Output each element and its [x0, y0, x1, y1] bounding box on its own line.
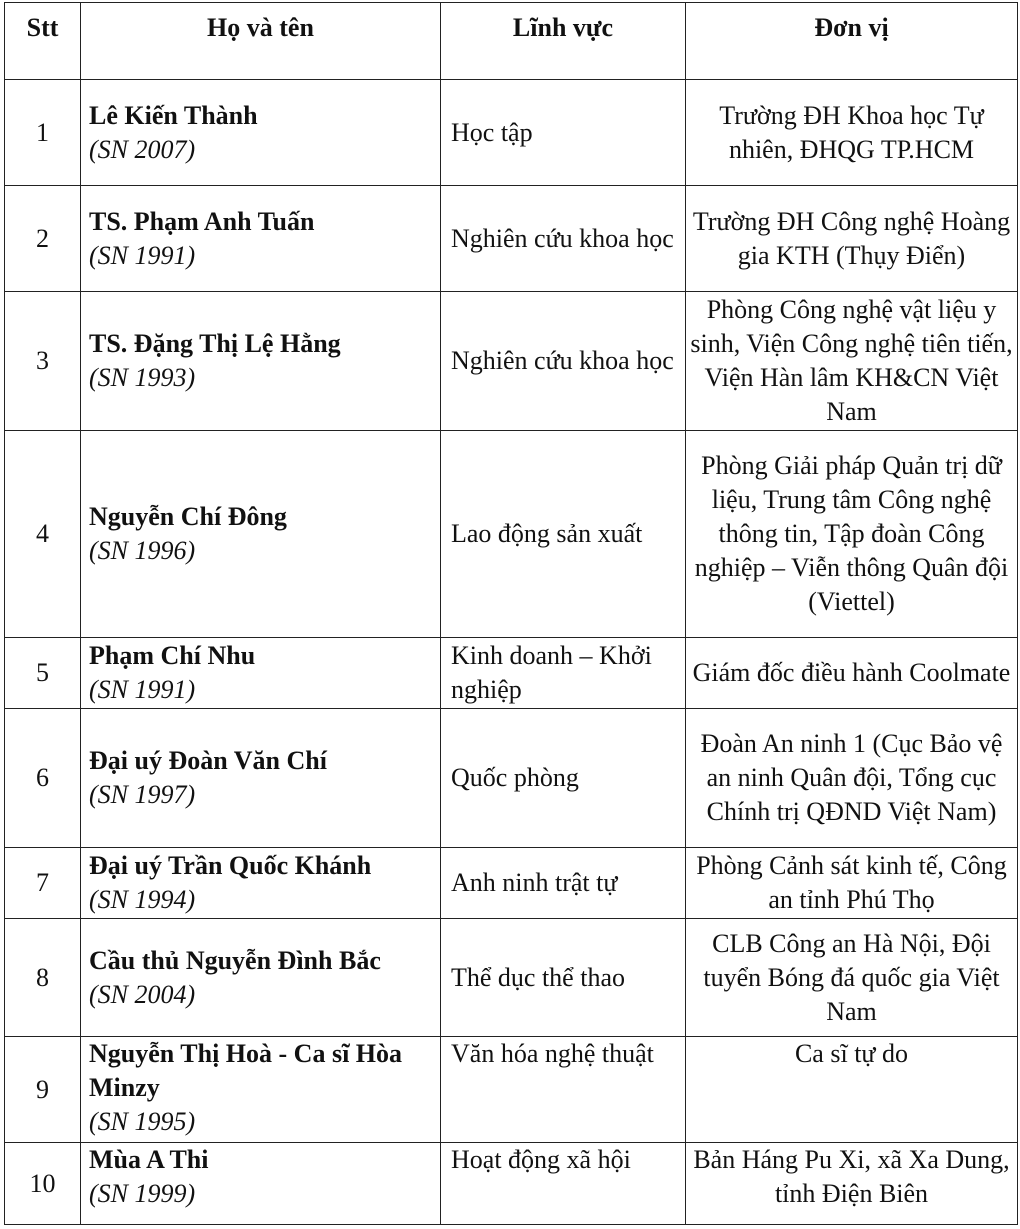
person-name: Lê Kiến Thành — [89, 100, 258, 130]
table-row — [5, 292, 1018, 431]
row-stt: 7 — [5, 848, 81, 919]
row-field: Thể dục thể thao — [441, 919, 686, 1037]
table-row — [5, 919, 1018, 1037]
row-unit: Trường ĐH Công nghệ Hoàng gia KTH (Thụy Điển) — [686, 186, 1018, 292]
birth-year: (SN 2004) — [89, 979, 196, 1009]
person-name: Nguyễn Thị Hoà - Ca sĩ Hòa Minzy — [89, 1039, 403, 1102]
person-name: Mùa A Thi — [89, 1145, 209, 1174]
header-stt: Stt — [5, 3, 81, 80]
person-name: TS. Phạm Anh Tuấn — [89, 206, 315, 236]
table-row — [5, 186, 1018, 292]
row-stt: 10 — [5, 1143, 81, 1225]
row-name-cell — [81, 80, 441, 186]
row-stt: 4 — [5, 431, 81, 638]
row-field: Anh ninh trật tự — [441, 848, 686, 919]
person-name: Đại uý Trần Quốc Khánh — [89, 851, 372, 880]
row-stt: 8 — [5, 919, 81, 1037]
row-stt: 5 — [5, 638, 81, 709]
person-name: Cầu thủ Nguyễn Đình Bắc — [89, 945, 381, 975]
row-name-cell — [81, 292, 441, 431]
row-unit: Trường ĐH Khoa học Tự nhiên, ĐHQG TP.HCM — [686, 80, 1018, 186]
birth-year: (SN 1994) — [89, 885, 196, 914]
header-field: Lĩnh vực — [441, 3, 686, 80]
row-name-cell — [81, 709, 441, 848]
row-field: Nghiên cứu khoa học — [441, 186, 686, 292]
row-unit: Bản Háng Pu Xi, xã Xa Dung, tỉnh Điện Biên — [686, 1143, 1018, 1225]
birth-year: (SN 1991) — [89, 675, 196, 704]
birth-year: (SN 1997) — [89, 780, 196, 809]
person-name: Phạm Chí Nhu — [89, 641, 256, 670]
table-row — [5, 1143, 1018, 1225]
person-name: Đại uý Đoàn Văn Chí — [89, 746, 327, 775]
row-name-cell — [81, 848, 441, 919]
birth-year: (SN 1999) — [89, 1179, 196, 1208]
row-unit: Phòng Cảnh sát kinh tế, Công an tỉnh Phú Thọ — [686, 848, 1018, 919]
row-field: Kinh doanh – Khởi nghiệp — [441, 638, 686, 709]
row-field: Quốc phòng — [441, 709, 686, 848]
table-row — [5, 1037, 1018, 1143]
table-row — [5, 80, 1018, 186]
person-name: TS. Đặng Thị Lệ Hằng — [89, 329, 341, 358]
row-unit: CLB Công an Hà Nội, Đội tuyển Bóng đá quốc gia Việt Nam — [686, 919, 1018, 1037]
row-unit: Phòng Công nghệ vật liệu y sinh, Viện Công nghệ tiên tiến, Viện Hàn lâm KH&CN Việt Nam — [686, 292, 1018, 431]
table-row — [5, 848, 1018, 919]
table-row — [5, 431, 1018, 638]
row-unit: Giám đốc điều hành Coolmate — [686, 638, 1018, 709]
row-unit: Đoàn An ninh 1 (Cục Bảo vệ an ninh Quân đội, Tổng cục Chính trị QĐND Việt Nam) — [686, 709, 1018, 848]
row-field: Nghiên cứu khoa học — [441, 292, 686, 431]
row-name-cell — [81, 431, 441, 638]
row-field: Học tập — [441, 80, 686, 186]
person-name: Nguyễn Chí Đông — [89, 502, 287, 531]
row-name-cell — [81, 186, 441, 292]
birth-year: (SN 2007) — [89, 134, 196, 164]
row-name-cell — [81, 638, 441, 709]
birth-year: (SN 1995) — [89, 1107, 196, 1136]
row-field: Hoạt động xã hội — [441, 1143, 686, 1225]
row-unit: Ca sĩ tự do — [686, 1037, 1018, 1143]
birth-year: (SN 1996) — [89, 536, 196, 565]
header-unit: Đơn vị — [686, 3, 1018, 80]
awardees-table — [4, 2, 1018, 1225]
row-stt: 6 — [5, 709, 81, 848]
header-row — [5, 3, 1018, 80]
birth-year: (SN 1993) — [89, 363, 196, 392]
row-stt: 2 — [5, 186, 81, 292]
row-stt: 9 — [5, 1037, 81, 1143]
row-name-cell — [81, 1037, 441, 1143]
row-field: Lao động sản xuất — [441, 431, 686, 638]
row-name-cell — [81, 919, 441, 1037]
row-stt: 3 — [5, 292, 81, 431]
row-name-cell — [81, 1143, 441, 1225]
header-name: Họ và tên — [81, 3, 441, 80]
row-stt: 1 — [5, 80, 81, 186]
table-row — [5, 638, 1018, 709]
birth-year: (SN 1991) — [89, 240, 196, 270]
row-unit: Phòng Giải pháp Quản trị dữ liệu, Trung tâm Công nghệ thông tin, Tập đoàn Công nghiệp – Viễn thông Quân đội (Viettel) — [686, 431, 1018, 638]
table-row — [5, 709, 1018, 848]
row-field: Văn hóa nghệ thuật — [441, 1037, 686, 1143]
